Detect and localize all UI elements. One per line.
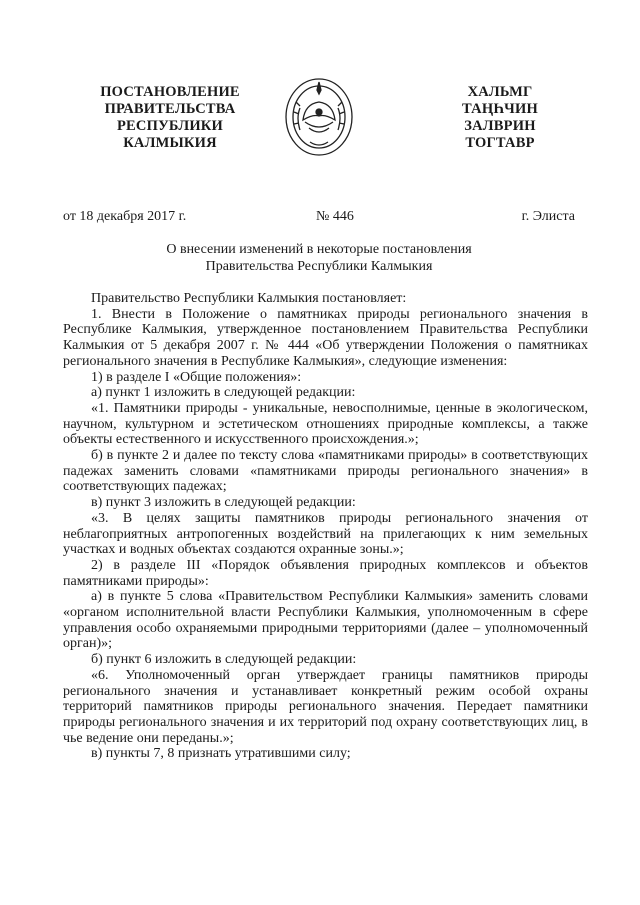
- title-line: О внесении изменений в некоторые постановления: [166, 242, 472, 257]
- header-right-line: ТАҢҺЧИН: [462, 101, 538, 117]
- document-title: [63, 241, 575, 275]
- document-number: № 446: [316, 209, 354, 224]
- header-left-line: КАЛМЫКИЯ: [123, 135, 217, 151]
- header-right-title: [425, 84, 575, 152]
- document-city: г. Элиста: [521, 209, 575, 224]
- header-left-line: РЕСПУБЛИКИ: [116, 118, 224, 134]
- header-left-line: ПОСТАНОВЛЕНИЕ: [100, 84, 240, 100]
- header-right-line: ЗАЛВРИН: [464, 118, 536, 134]
- header-right-line: ТОГТАВР: [465, 135, 535, 151]
- paragraph: а) пункт 1 изложить в следующей редакции:: [91, 385, 356, 401]
- paragraph: Правительство Республики Калмыкия постановляет:: [91, 291, 407, 306]
- paragraph: б) в пункте 2 и далее по тексту слова «памятниками природы» в соответствующих падежах заменить словами «памятниками природы регионального значения» в соответствующих падежах;: [63, 448, 588, 495]
- paragraph: «6. Уполномоченный орган утверждает границы памятников природы регионального значения и устанавливает конкретный режим особой охраны территорий памятников природы регионального значения. Передает памятники природы регионального значения и их территорий под охрану соответствующих лиц, в чье ведение они переданы.»;: [63, 667, 588, 746]
- paragraph: в) пункты 7, 8 признать утратившими силу;: [91, 746, 351, 762]
- paragraph: б) пункт 6 изложить в следующей редакции:: [91, 652, 357, 668]
- paragraph: 2) в разделе III «Порядок объявления природных комплексов и объектов памятниками природы»:: [63, 557, 588, 589]
- header-left-title: [90, 84, 250, 152]
- paragraph: в) пункт 3 изложить в следующей редакции:: [91, 495, 356, 511]
- paragraph: 1. Внести в Положение о памятниках природы регионального значения в Республике Калмыкия, утвержденное постановлением Правительства Республики Калмыкия от 5 декабря 2007 г. № 444 «Об утверждении Положения о памятниках регионального значения в Республике Калмыкия», следующие изменения:: [63, 306, 588, 369]
- coat-of-arms-icon: [280, 72, 358, 160]
- paragraph: 1) в разделе I «Общие положения»:: [91, 369, 302, 385]
- paragraph: «3. В целях защиты памятников природы регионального значения от неблагоприятных антропогенных воздействий на прилегающих к ним земельных участках и водных объектах создаются охранные зоны.»;: [63, 510, 588, 558]
- paragraph: а) в пункте 5 слова «Правительством Республики Калмыкия» заменить словами «органом исполнительной власти Республики Калмыкия, уполномоченным в сфере управления особо охраняемыми природными территориями (далее – уполномоченный орган)»;: [63, 589, 588, 652]
- header-right-line: ХАЛЬМГ: [467, 84, 533, 100]
- document-body: [63, 291, 588, 762]
- title-line: Правительства Республики Калмыкия: [205, 259, 433, 274]
- header-left-line: ПРАВИТЕЛЬСТВА: [104, 101, 236, 117]
- paragraph: «1. Памятники природы - уникальные, невосполнимые, ценные в экологическом, научном, культурном и эстетическом отношениях природные комплексы, а также объекты естественного и искусственного происхождения.»;: [63, 400, 588, 448]
- document-date: от 18 декабря 2017 г.: [63, 209, 187, 224]
